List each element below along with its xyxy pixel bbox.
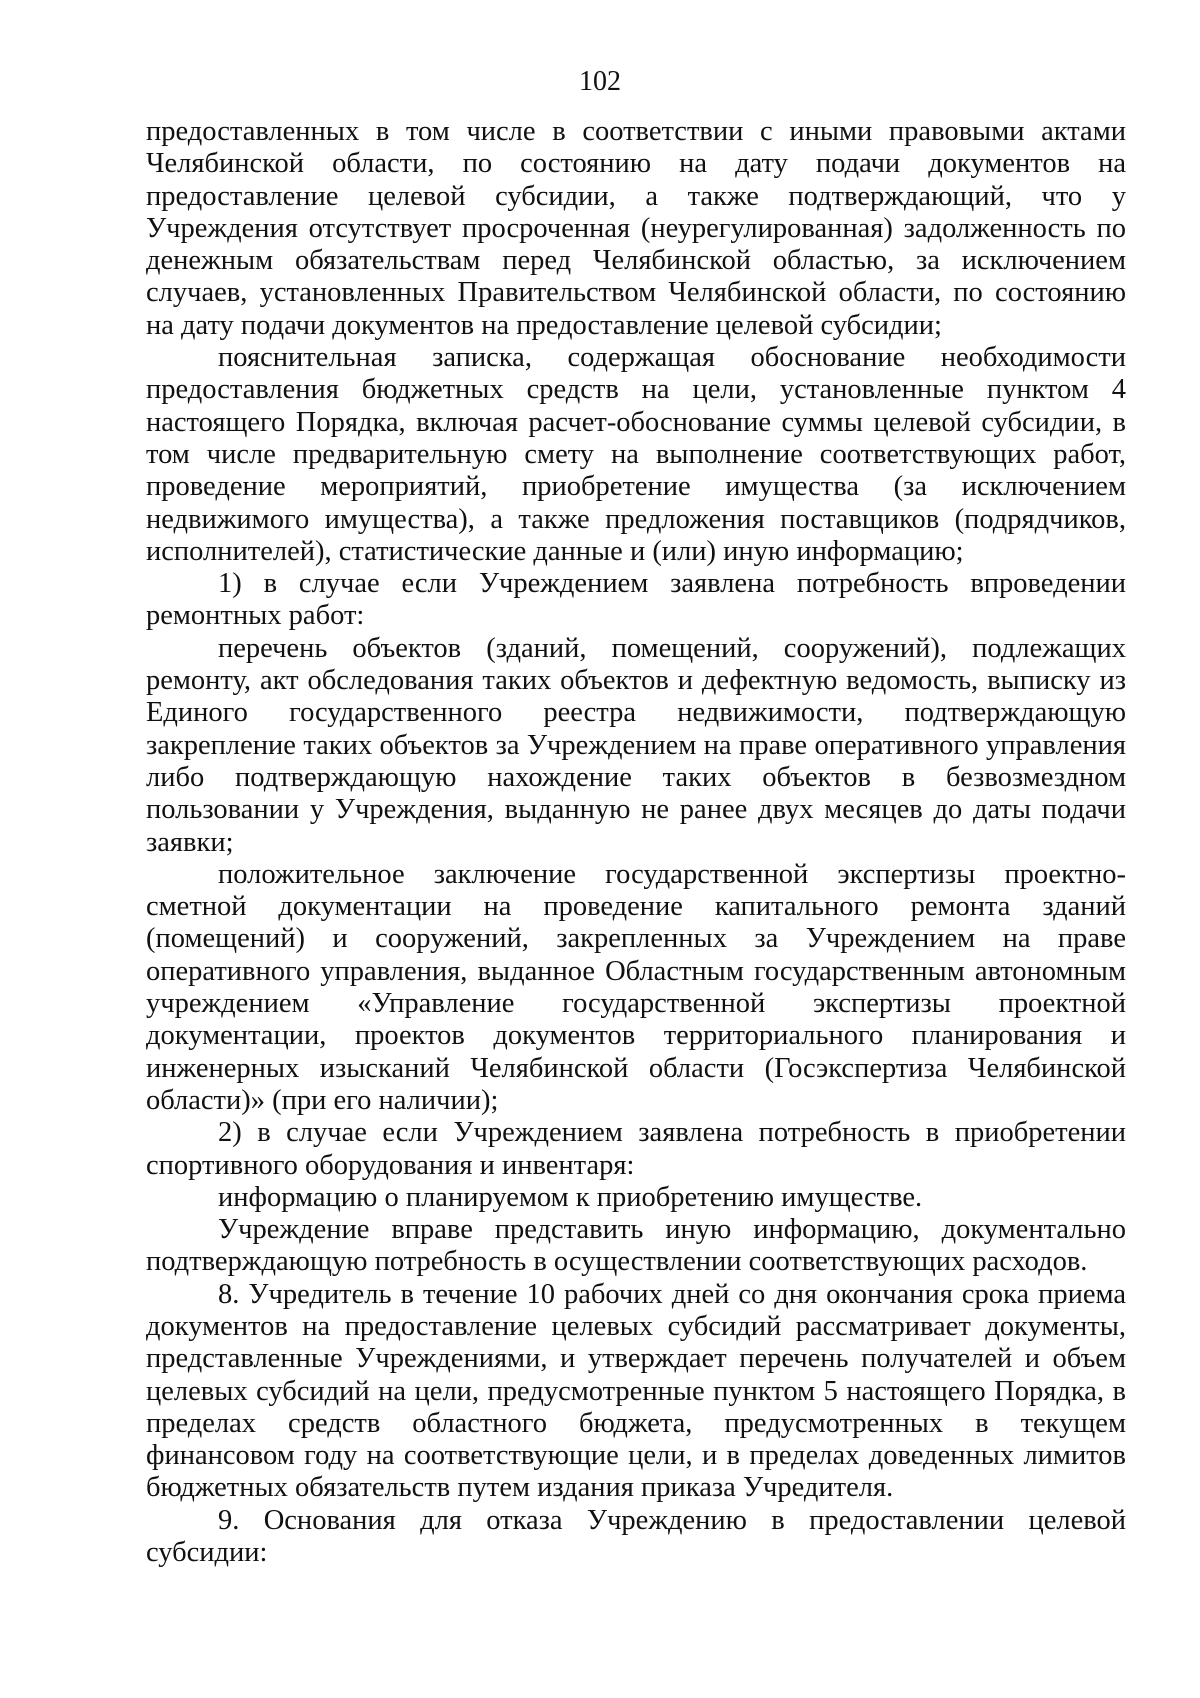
paragraph: 8. Учредитель в течение 10 рабочих дней со дня окончания срока приема документов на предоставление целевых субсидий рассматривает документы, представленные Учреждениями, и утверждает перечень получателей и объем целевых субсидий на цели, предусмотренные пунктом 5 настоящего Порядка, в пределах средств областного бюджета, предусмотренных в текущем финансовом году на соответствующие цели, и в пределах доведенных лимитов бюджетных обязательств путем издания приказа Учредителя. [146,1278,1126,1504]
paragraph: 1) в случае если Учреждением заявлена потребность впроведении ремонтных работ: [146,568,1126,632]
paragraph: перечень объектов (зданий, помещений, сооружений), подлежащих ремонту, акт обследования таких объектов и дефектную ведомость, выписку из Единого государственного реестра недвижимости, подтверждающую закрепление таких объектов за Учреждением на праве оперативного управления либо подтверждающую нахождение таких объектов в безвозмездном пользовании у Учреждения, выданную не ранее двух месяцев до даты подачи заявки; [146,632,1126,858]
document-body [146,116,1126,1569]
paragraph: положительное заключение государственной экспертизы проектно-сметной документации на проведение капитального ремонта зданий (помещений) и сооружений, закрепленных за Учреждением на праве оперативного управления, выданное Областным государственным автономным учреждением «Управление государственной экспертизы проектной документации, проектов документов территориального планирования и инженерных изысканий Челябинской области (Госэкспертиза Челябинской области)» (при его наличии); [146,858,1126,1116]
paragraph: информацию о планируемом к приобретению имуществе. [218,1181,923,1213]
paragraph: Учреждение вправе представить иную информацию, документально подтверждающую потребность в осуществлении соответствующих расходов. [146,1214,1126,1278]
paragraph: пояснительная записка, содержащая обоснование необходимости предоставления бюджетных средств на цели, установленные пунктом 4 настоящего Порядка, включая расчет-обоснование суммы целевой субсидии, в том числе предварительную смету на выполнение соответствующих работ, проведение мероприятий, приобретение имущества (за исключением недвижимого имущества), а также предложения поставщиков (подрядчиков, исполнителей), статистические данные и (или) иную информацию; [146,342,1126,567]
paragraph: 9. Основания для отказа Учреждению в предоставлении целевой субсидии: [146,1504,1126,1569]
paragraph: предоставленных в том числе в соответствии с иными правовыми актами Челябинской области, по состоянию на дату подачи документов на предоставление целевой субсидии, а также подтверждающий, что у Учреждения отсутствует просроченная (неурегулированная) задолженность по денежным обязательствам перед Челябинской областью, за исключением случаев, установленных Правительством Челябинской области, по состоянию на дату подачи документов на предоставление целевой субсидии; [146,116,1126,341]
paragraph: 2) в случае если Учреждением заявлена потребность в приобретении спортивного оборудования и инвентаря: [146,1117,1126,1181]
page-number: 102 [579,66,621,97]
